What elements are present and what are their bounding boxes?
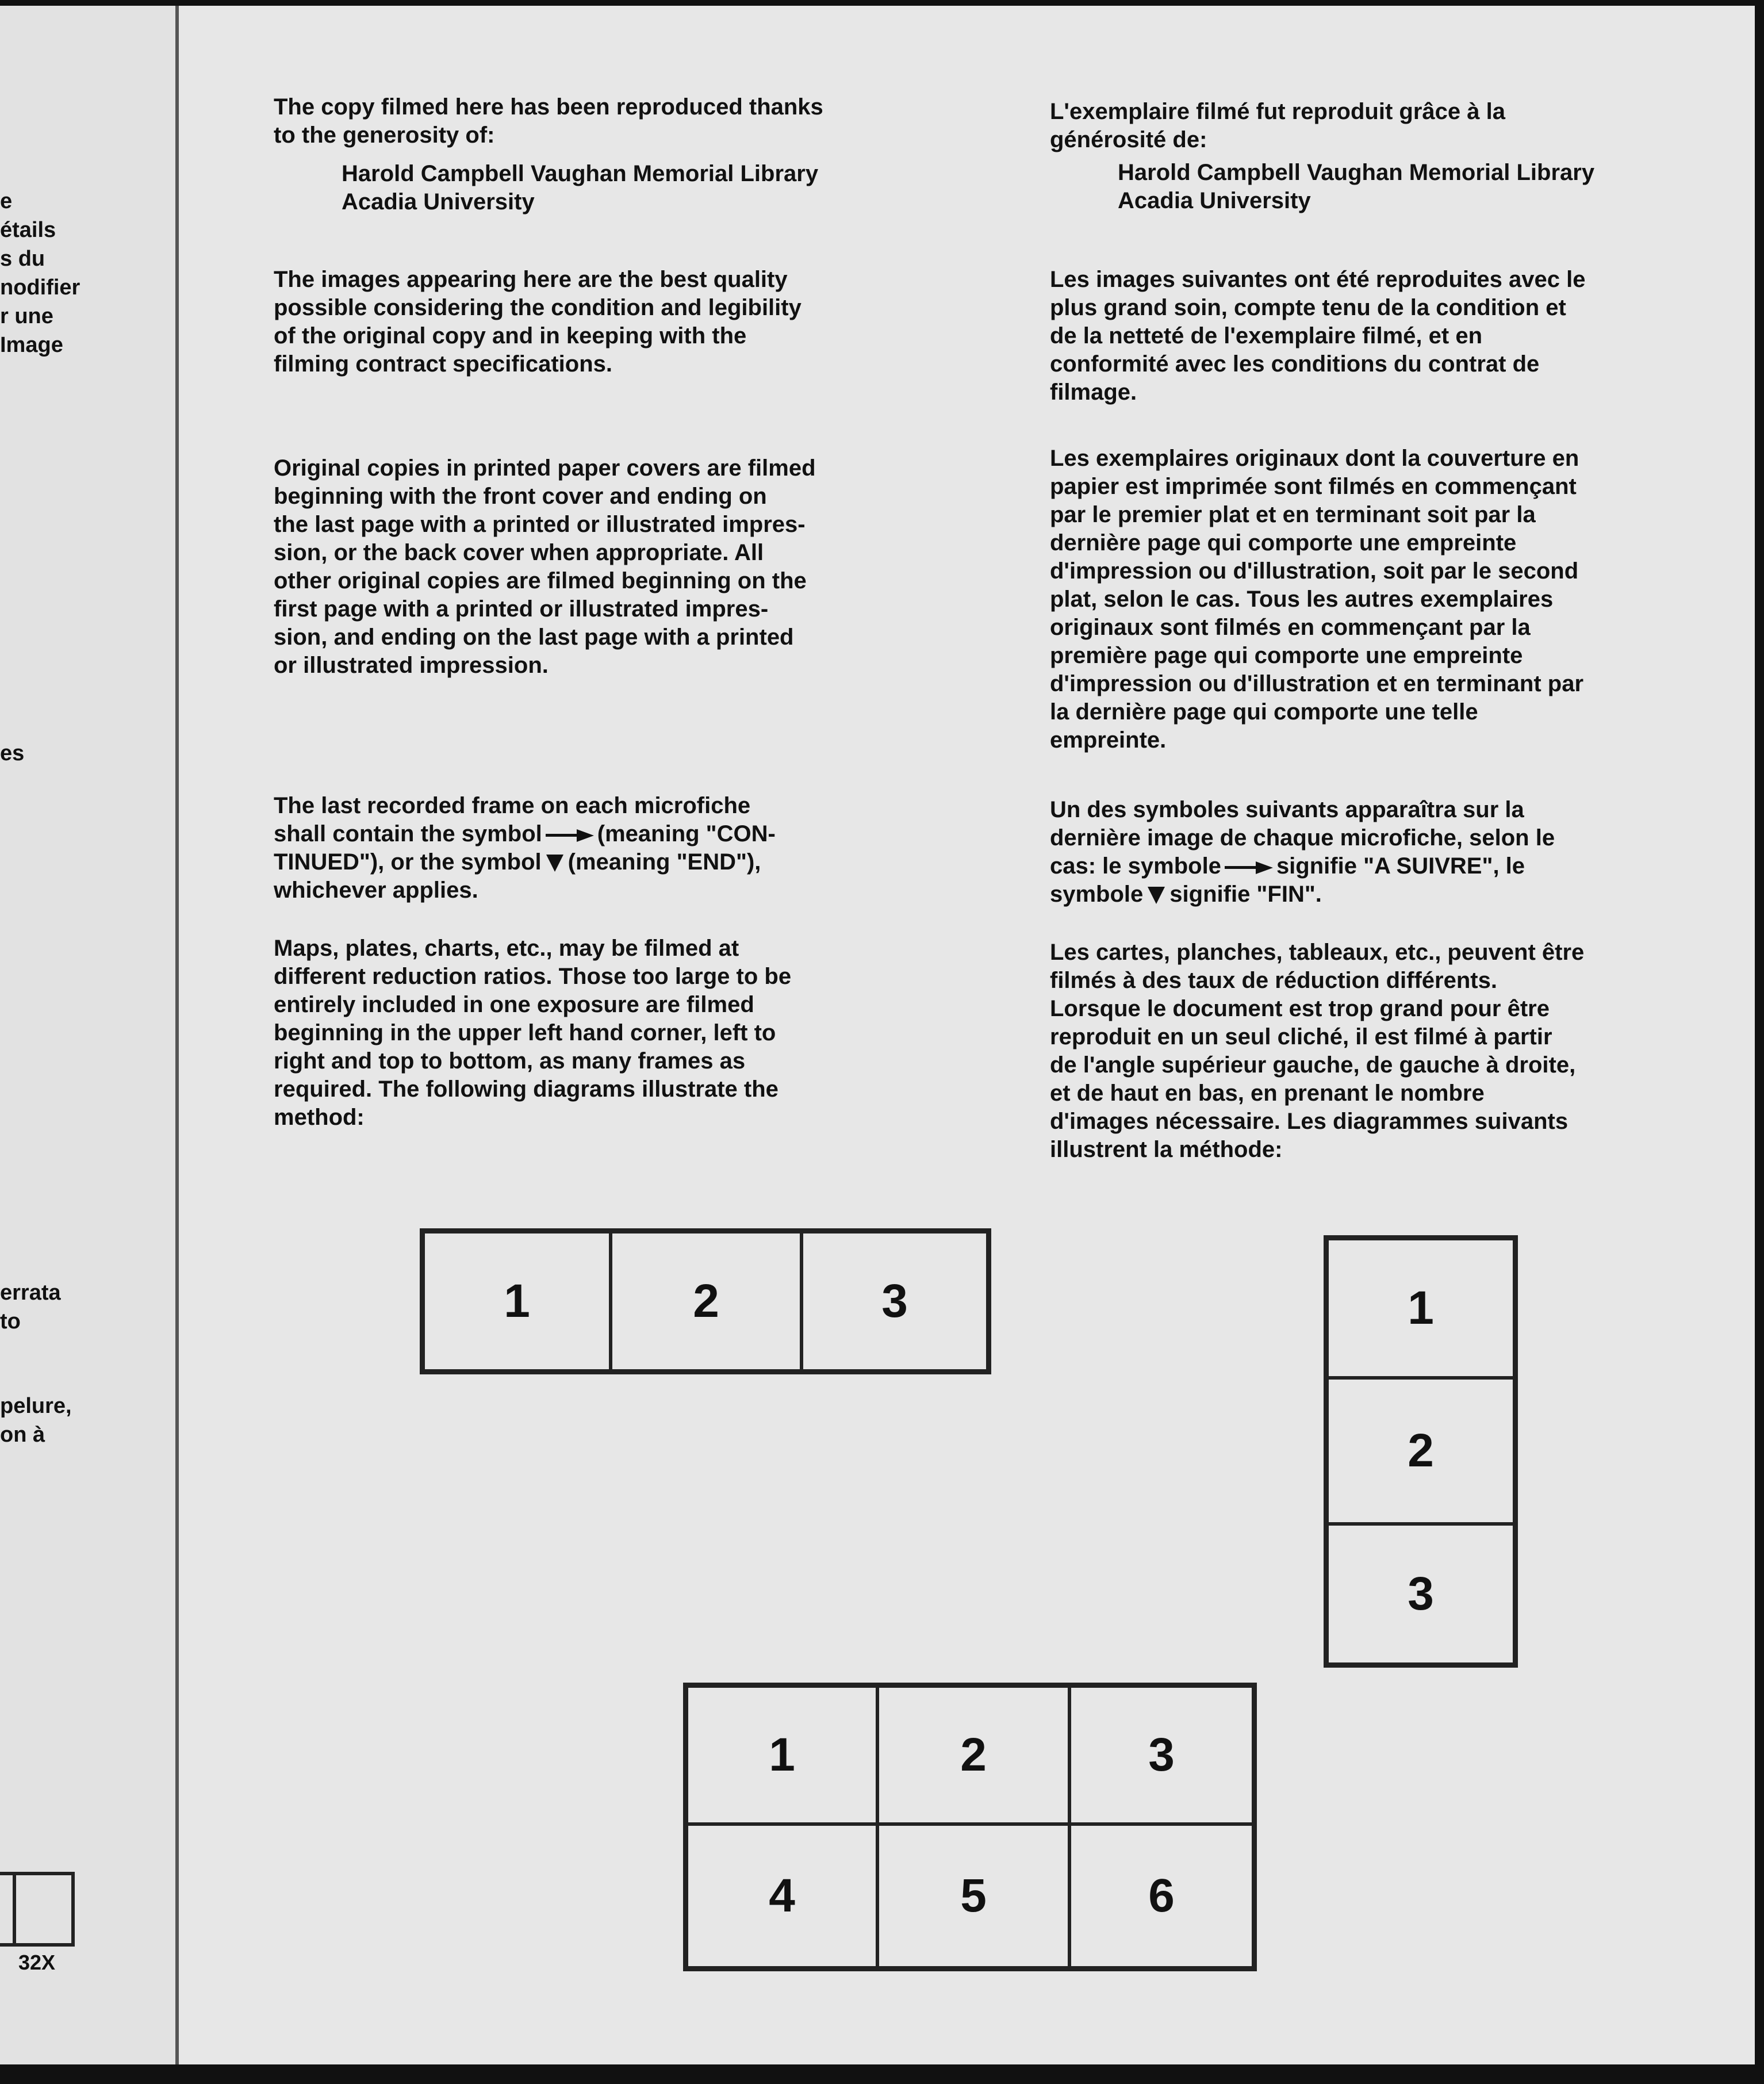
film-edge-right [1755, 0, 1764, 2084]
strip-fragment: étails [0, 218, 56, 242]
strip-fragment: pelure, [0, 1394, 72, 1418]
reduction-ratio-label: 32X [18, 1951, 56, 1974]
maps-text: Les cartes, planches, tableaux, etc., peuvent être filmés à des taux de réduction différents. Lorsque le document est trop grand pour être reproduit en un seul cliché, il est filmé à partir de l'angle supérieur gauche, de gauche à droite, et de haut en bas, en prenant le nombre d'images nécessaire. Les diagrammes suivants illustrent la méthode: [1050, 940, 1585, 1162]
library-university: Acadia University [1118, 188, 1311, 213]
frame-cell: 6 [1069, 1824, 1253, 1968]
continued-arrow-icon [546, 829, 594, 841]
strip-fragment: errata [0, 1281, 61, 1305]
library-name: Harold Campbell Vaughan Memorial Library [342, 161, 819, 186]
frame-cell: 2 [1327, 1378, 1514, 1524]
end-triangle-icon [546, 855, 563, 872]
frame-cell: 3 [1327, 1524, 1514, 1664]
frame-cell: 1 [1327, 1239, 1514, 1378]
french-column [1050, 98, 1740, 1164]
symbol-line: whichever applies. [274, 878, 478, 903]
symbol-line: shall contain the symbol (meaning "CON- [274, 821, 776, 846]
strip-fragment: r une [0, 304, 53, 328]
left-page-strip [0, 6, 179, 2064]
originals-text: Les exemplaires originaux dont la couverture en papier est imprimée sont filmés en commençant par le premier plat et en terminant soit par la dernière page qui comporte une empreinte d'impression ou d'illustration, soit par le second plat, selon le cas. Tous les autres exemplaires originaux sont filmés en commençant par la première page qui comporte une empreinte d'impression ou d'illustration et en terminant par la dernière page qui comporte une telle empreinte. [1050, 446, 1584, 753]
frame-cell: 3 [802, 1232, 988, 1371]
library-university: Acadia University [342, 189, 535, 214]
quality-text: The images appearing here are the best quality possible considering the condition and legibility of the original copy and in keeping with the filming contract specifications. [274, 267, 802, 377]
english-column [274, 93, 998, 1132]
reduction-target-divider [13, 1872, 16, 1947]
strip-fragment: es [0, 741, 25, 765]
vertical-frames-diagram [1324, 1235, 1518, 1668]
originals-text: Original copies in printed paper covers are filmed beginning with the front cover and ending on the last page with a printed or illustrated impres- sion, or the back cover when appropriate. All other original copies are filmed beginning on the first page with a printed or illustrated impres- sion, and ending on the last page with a printed or illustrated impression. [274, 455, 816, 678]
frame-cell: 3 [1069, 1686, 1253, 1824]
symbol-paragraph [274, 792, 998, 905]
symbol-paragraph [1050, 796, 1740, 909]
thanks-text: L'exemplaire filmé fut reproduit grâce à la générosité de: [1050, 99, 1505, 152]
thanks-text: The copy filmed here has been reproduced thanks to the generosity of: [274, 94, 823, 148]
symbol-line: dernière image de chaque microfiche, selon le [1050, 825, 1555, 851]
symbol-line: symbole signifie "FIN". [1050, 882, 1322, 907]
symbol-line: TINUED"), or the symbol (meaning "END"), [274, 849, 761, 875]
film-edge-bottom [0, 2064, 1764, 2084]
quality-text: Les images suivantes ont été reproduites avec le plus grand soin, compte tenu de la condition et de la netteté de l'exemplaire filmé, et en conformité avec les conditions du contrat de filmage. [1050, 267, 1586, 405]
strip-fragment: e [0, 189, 13, 213]
strip-fragment: on à [0, 1423, 45, 1447]
end-triangle-icon [1148, 887, 1165, 904]
frame-cell: 5 [877, 1824, 1069, 1968]
strip-fragment: to [0, 1309, 21, 1334]
continued-arrow-icon [1225, 861, 1273, 873]
strip-fragment: s du [0, 247, 45, 271]
horizontal-frames-diagram [420, 1228, 991, 1374]
frame-cell: 2 [611, 1232, 802, 1371]
frame-cell: 2 [877, 1686, 1069, 1824]
grid-frames-diagram [683, 1683, 1257, 1971]
frame-cell: 1 [423, 1232, 611, 1371]
strip-fragment: Image [0, 333, 63, 357]
maps-text: Maps, plates, charts, etc., may be filmed at different reduction ratios. Those too large to be entirely included in one exposure are filmed beginning in the upper left hand corner, left to right and top to bottom, as many frames as required. The following diagrams illustrate the method: [274, 936, 792, 1130]
reduction-target-box [0, 1872, 75, 1947]
library-name: Harold Campbell Vaughan Memorial Library [1118, 160, 1595, 185]
symbol-line: The last recorded frame on each microfiche [274, 793, 751, 818]
strip-fragment: nodifier [0, 275, 80, 300]
symbol-line: cas: le symbole signifie "A SUIVRE", le [1050, 853, 1525, 879]
symbol-line: Un des symboles suivants apparaîtra sur la [1050, 797, 1524, 822]
frame-cell: 1 [687, 1686, 877, 1824]
frame-cell: 4 [687, 1824, 877, 1968]
